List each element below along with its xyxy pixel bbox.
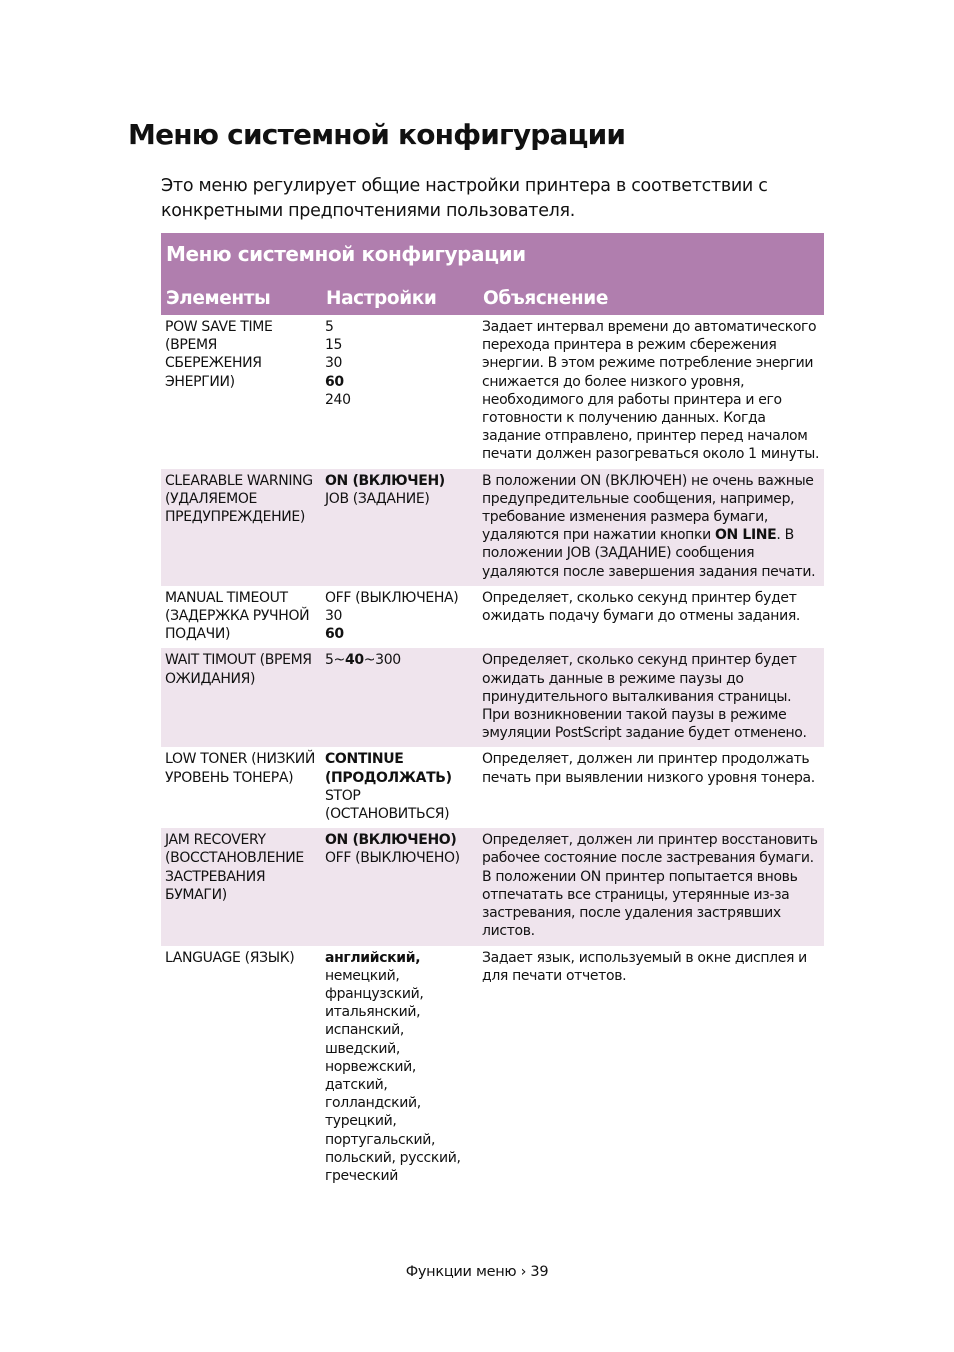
explanation-line: удаляются после завершения задания печати.: [482, 563, 816, 580]
header-items: Элементы: [161, 271, 321, 315]
table-header-row: [161, 271, 824, 315]
setting-value: португальский,: [325, 1131, 436, 1148]
explanation-line: застревания, после удаления застрявших: [482, 905, 781, 922]
explanation-line: В положении ON принтер попытается вновь: [482, 868, 798, 885]
on-line-button-name: ON LINE: [714, 527, 777, 544]
table-row: [161, 946, 824, 1191]
explanation-line: печать при выявлении низкого уровня тонера.: [482, 769, 815, 786]
table-caption-row: [161, 233, 824, 271]
cell-settings: [321, 315, 478, 469]
explanation-line: Определяет, сколько секунд принтер будет: [482, 589, 797, 606]
setting-value: (ОСТАНОВИТЬСЯ): [325, 806, 450, 823]
item-line: ЭНЕРГИИ): [165, 373, 235, 390]
explanation-line: Определяет, должен ли принтер восстановить: [482, 832, 818, 849]
setting-value: голландский,: [325, 1095, 421, 1112]
table-row: [161, 315, 824, 469]
explanation-line: Задает язык, используемый в окне дисплея и: [482, 949, 807, 966]
item-line: JAM RECOVERY: [165, 832, 266, 849]
table-row: [161, 648, 824, 747]
item-line: LANGUAGE (ЯЗЫК): [165, 949, 295, 966]
item-line: СБЕРЕЖЕНИЯ: [165, 355, 262, 372]
cell-settings: [321, 946, 478, 1191]
cell-item: [161, 315, 321, 469]
intro-paragraph: Это меню регулирует общие настройки принтера в соответствии с конкретными предпочтениями пользователя.: [161, 176, 768, 221]
explanation-line: Определяет, должен ли принтер продолжать: [482, 751, 810, 768]
cell-settings: [321, 747, 478, 828]
system-config-table: [161, 233, 824, 1190]
setting-value: ON (ВКЛЮЧЕНО): [325, 832, 457, 849]
explanation-line: рабочее состояние после застревания бумаги.: [482, 850, 814, 867]
cell-explanation: [478, 946, 824, 1191]
setting-value: итальянский,: [325, 1004, 421, 1021]
explanation-line: листов.: [482, 923, 535, 940]
item-line: ПРЕДУПРЕЖДЕНИЕ): [165, 509, 306, 526]
setting-value: 5: [325, 319, 334, 335]
explanation-line: готовности к получению данных. Когда: [482, 410, 766, 427]
setting-value: датский,: [325, 1076, 388, 1093]
cell-item: [161, 469, 321, 586]
item-line: ОЖИДАНИЯ): [165, 670, 256, 687]
explanation-line: задание отправлено, принтер перед началом: [482, 428, 808, 445]
cell-item: [161, 828, 321, 945]
item-line: ЗАСТРЕВАНИЯ: [165, 868, 266, 885]
setting-value: 5~40~300: [325, 652, 401, 669]
setting-value: 30: [325, 608, 343, 625]
setting-value: OFF (ВЫКЛЮЧЕНА): [325, 589, 459, 606]
cell-explanation: [478, 828, 824, 945]
explanation-line: удаляются при нажатии кнопки ON LINE. В: [482, 527, 794, 544]
setting-value: немецкий,: [325, 967, 400, 984]
explanation-line: отпечатать все страницы, утерянные из-за: [482, 886, 790, 903]
setting-value: 30: [325, 355, 343, 372]
table-row: [161, 747, 824, 828]
setting-value: 60: [325, 626, 344, 643]
setting-value: 240: [325, 391, 351, 408]
item-line: LOW TONER (НИЗКИЙ: [165, 751, 316, 768]
item-line: ПОДАЧИ): [165, 626, 231, 643]
setting-value: французский,: [325, 985, 424, 1002]
cell-settings: [321, 469, 478, 586]
item-line: (ЗАДЕРЖКА РУЧНОЙ: [165, 608, 310, 625]
system-config-table-wrapper: [161, 233, 824, 1190]
cell-settings: [321, 828, 478, 945]
cell-item: [161, 747, 321, 828]
default-value: 40: [344, 652, 364, 669]
explanation-line: энергии. В этом режиме потребление энергии: [482, 355, 814, 372]
setting-value: CONTINUE: [325, 751, 404, 768]
setting-value: (ПРОДОЛЖАТЬ): [325, 769, 452, 786]
explanation-line: для печати отчетов.: [482, 967, 627, 984]
setting-value: норвежский,: [325, 1058, 417, 1075]
item-line: MANUAL TIMEOUT: [165, 589, 288, 606]
explanation-line: принудительного выталкивания страницы.: [482, 688, 792, 705]
setting-value: OFF (ВЫКЛЮЧЕНО): [325, 850, 460, 867]
cell-settings: [321, 586, 478, 649]
setting-value: 60: [325, 373, 344, 390]
setting-value: STOP: [325, 787, 361, 804]
explanation-line: предупредительные сообщения, например,: [482, 490, 795, 507]
item-line: (ВРЕМЯ: [165, 337, 218, 354]
explanation-line: ожидать данные в режиме паузы до: [482, 670, 744, 687]
setting-value: JOB (ЗАДАНИЕ): [325, 490, 430, 507]
setting-value: испанский,: [325, 1022, 404, 1039]
cell-explanation: [478, 586, 824, 649]
setting-value: ON (ВКЛЮЧЕН): [325, 472, 445, 489]
table-row: [161, 828, 824, 945]
setting-value: польский, русский,: [325, 1149, 461, 1166]
cell-item: [161, 946, 321, 1191]
cell-explanation: [478, 747, 824, 828]
setting-value: турецкий,: [325, 1113, 397, 1130]
page-title: Меню системной конфигурации: [128, 118, 626, 151]
explanation-line: Определяет, сколько секунд принтер будет: [482, 652, 797, 669]
item-line: УРОВЕНЬ ТОНЕРА): [165, 769, 294, 786]
item-line: БУМАГИ): [165, 886, 227, 903]
table-body: [161, 315, 824, 1190]
cell-item: [161, 586, 321, 649]
cell-explanation: [478, 315, 824, 469]
explanation-line: При возникновении такой паузы в режиме: [482, 707, 787, 724]
setting-value: греческий: [325, 1167, 398, 1184]
table-caption: Меню системной конфигурации: [161, 233, 824, 271]
item-line: CLEARABLE WARNING: [165, 472, 313, 489]
table-row: [161, 586, 824, 649]
cell-item: [161, 648, 321, 747]
item-line: WAIT TIMOUT (ВРЕМЯ: [165, 652, 312, 669]
explanation-line: В положении ON (ВКЛЮЧЕН) не очень важные: [482, 472, 814, 489]
explanation-line: ожидать подачу бумаги до отмены задания.: [482, 608, 800, 625]
explanation-line: эмуляции PostScript задание будет отменено.: [482, 725, 807, 742]
explanation-line: перехода принтера в режим сбережения: [482, 337, 777, 354]
cell-settings: [321, 648, 478, 747]
explanation-line: необходимого для работы принтера и его: [482, 391, 782, 408]
setting-value: шведский,: [325, 1040, 401, 1057]
item-line: POW SAVE TIME: [165, 319, 273, 335]
page-footer: Функции меню › 39: [405, 1264, 549, 1280]
table-row: [161, 469, 824, 586]
item-line: (ВОССТАНОВЛЕНИЕ: [165, 850, 304, 867]
setting-value: 15: [325, 337, 343, 354]
cell-explanation: [478, 648, 824, 747]
header-explanation: Объяснение: [478, 271, 824, 315]
header-settings: Настройки: [321, 271, 478, 315]
item-line: (УДАЛЯЕМОЕ: [165, 490, 258, 507]
explanation-line: печати должен разогреваться около 1 минуты.: [482, 446, 820, 463]
cell-explanation: [478, 469, 824, 586]
explanation-line: снижается до более низкого уровня,: [482, 373, 745, 390]
explanation-line: Задает интервал времени до автоматического: [482, 319, 817, 335]
explanation-line: положении JOB (ЗАДАНИЕ) сообщения: [482, 545, 755, 562]
setting-value: английский,: [325, 949, 421, 966]
explanation-line: требование изменения размера бумаги,: [482, 509, 768, 526]
